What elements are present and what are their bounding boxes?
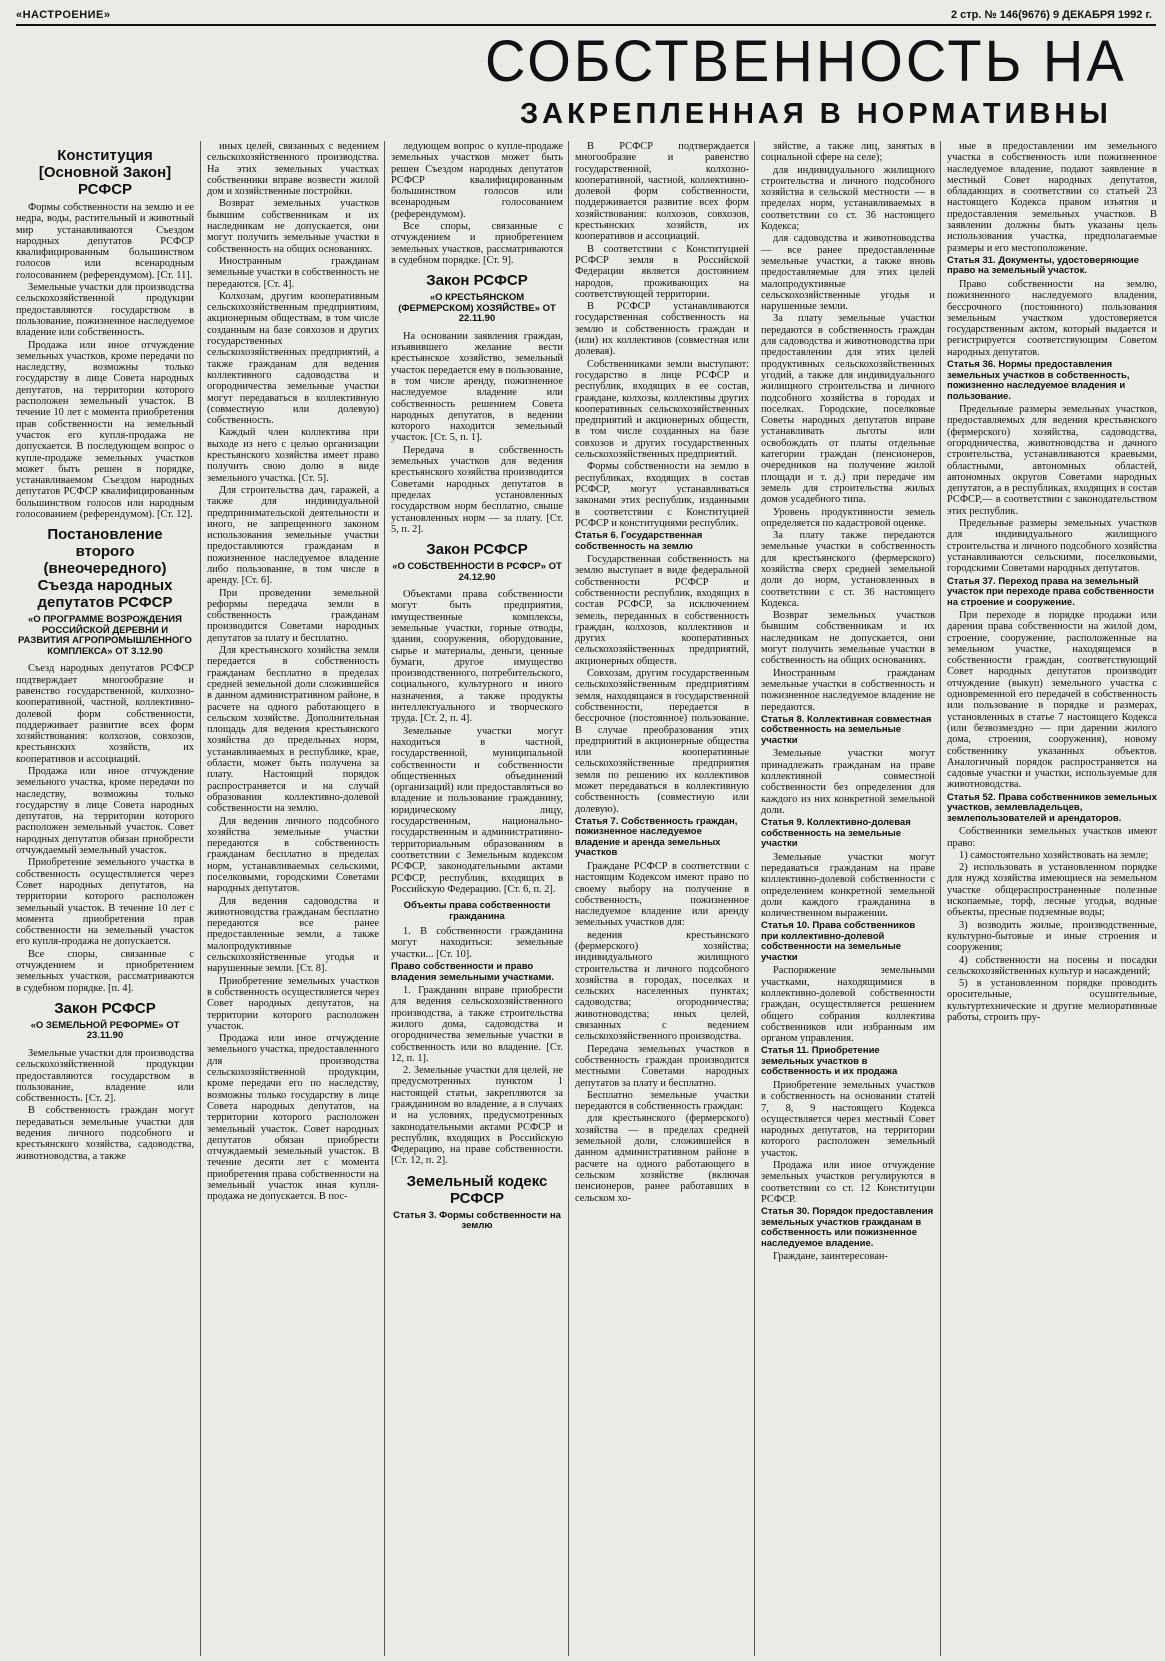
paragraph: Для ведения садоводства и животноводства гражданам бесплатно передаются все ранее предоставленные земли, а также малопродуктивные сельскохозяйственные угодья и нарушенные земли. [Ст. 8]. [207, 895, 379, 975]
paragraph: ледующем вопрос о купле-продаже земельных участков может быть решен Съездом народных депутатов РСФСР квалифицированным большинством голосов или всенародным голосованием (референдумом). [391, 141, 563, 220]
paragraph: Граждане РСФСР в соответствии с настоящим Кодексом имеют право по своему выбору на получение в собственность, пожизненное наследуемое владение или аренду земельных участков для: [575, 860, 749, 929]
paragraph: При проведении земельной реформы передача земли в собственность гражданам производится Советами народных депутатов за плату и бесплатно. [207, 587, 379, 644]
paragraph: Продажа или иное отчуждение земельного участка, предоставленного для производства сельскохозяйственной продукции, кроме передачи его по наследству, возможны только государству в лице Совета народных депутатов, на территории которого расположен земельный участок. Совет народных депутатов обязан приобрести отчуждаемый земельный участок. В течение десяти лет с момента приобретения права собственности на земельный участок иная купля-продажа не допускается. В пос- [207, 1033, 379, 1203]
paragraph: 1) самостоятельно хозяйствовать на земле; [959, 849, 1149, 861]
column-4 [568, 141, 755, 1656]
paragraph: 1. В собственности гражданина могут находиться: земельные участки... [Ст. 10]. [391, 926, 563, 960]
paragraph: 4) собственности на посевы и посадки сельскохозяйственных культур и насаждений; [947, 954, 1157, 977]
paragraph: В РСФСР устанавливаются государственная собственность на землю и собственность граждан и (или) их коллективов (совместная или долевая). [575, 301, 749, 358]
paragraph: 5) в установленном порядке проводить оросительные, осушительные, культуртехнические и другие мелиоративные работы, строить пру- [947, 978, 1157, 1023]
article-heading: Статья 36. Нормы предоставления земельных участков в собственность, пожизненно наследуемое владения и пользование. [947, 359, 1130, 402]
section-subheading: «О ЗЕМЕЛЬНОЙ РЕФОРМЕ» ОТ 23.11.90 [30, 1019, 180, 1042]
paragraph: Для ведения личного подсобного хозяйства земельные участки передаются в собственность гражданам бесплатно в пределах норм, устанавливаемых сельскими, поселковыми, городскими Советами народных депутатов. [207, 815, 379, 895]
headline: СОБСТВЕННОСТЬ НА [485, 27, 1127, 94]
paragraph: Возврат земельных участков бывшим собственникам и их наследникам не допускается, они могут получить земельные участки в собственность на общих основаниях. [761, 610, 935, 667]
article-columns [10, 141, 1160, 1656]
subheadline: ЗАКРЕПЛЕННАЯ В НОРМАТИВНЫ [520, 98, 1112, 130]
article-heading: Статья 8. Коллективная совместная собственность на земельные участки [761, 713, 932, 746]
paragraph: Предельные размеры земельных участков для индивидуального жилищного строительства и личного подсобного хозяйства устанавливаются сельскими, поселковыми, городскими Советами народных депутатов. [947, 518, 1157, 575]
paragraph: Земельные участки могут находиться в частной, государственной, муниципальной собственности и собственности общественных объединений (организаций) или предоставляться во владение и пользование гражданину, юридическому лицу, государственным, национально-государственным и административно-территориальным образованиям в соответствии с Земельным кодексом РСФСР, законодательными актами РСФСР, республик, входящих в Российскую Федерацию. [Ст. 6, п. 2]. [391, 725, 563, 895]
paragraph: для садоводства и животноводства — все ранее предоставленные земельные участки, а также вновь предоставляемые для этих целей малопродуктивные сельскохозяйственные угодья и нарушенные земли. [761, 233, 935, 313]
paragraph: Для строительства дач, гаражей, а также для индивидуальной предпринимательской деятельности и иного, не запрещенного законом использования земельные участки предоставляются гражданам в пожизненное наследуемое владение либо пользование, в том числе в аренду. [Ст. 6]. [207, 484, 379, 587]
paragraph: Передача в собственность земельных участков для ведения крестьянского хозяйства производится Советами народных депутатов в пределах установленных государством норм бесплатно, свыше установленных норм — за плату. [Ст. 5, п. 2]. [391, 444, 563, 535]
paragraph: Продажа или иное отчуждение земельного участка, кроме передачи по наследству, возможны только государству в лице Совета народных депутатов, на территории которого расположен земельный участок. Совет народных депутатов обязан приобрести отчуждаемый земельный участок. [16, 765, 194, 857]
paragraph: Бесплатно земельные участки передаются в собственность граждан: [575, 1089, 749, 1113]
paragraph: 3) возводить жилые, производственные, культурно-бытовые и иные строения и сооружения; [947, 919, 1157, 954]
article-heading: Статья 9. Коллективно-долевая собственность на земельные участки [761, 817, 911, 850]
paragraph: Колхозам, другим кооперативным сельскохозяйственным предприятиям, акционерным обществам, в том числе созданным на базе совхозов и других государственных сельскохозяйственных предприятий, а также гражданам для ведения коллективного садоводства и огородничества земельные участки могут передаваться в коллективную (совместную или долевую) собственность. [207, 290, 379, 427]
paragraph: За плату земельные участки передаются в собственность граждан для садоводства и животноводства при предоставлении для этих целей продуктивных сельскохозяйственных угодий, а также для индивидуального жилищного строительства и личного подсобного хозяйства в городах и поселках. Городские, поселковые Советы народных депутатов вправе устанавливать льготы или освобождать от платы отдельные категории граждан (пенсионеров, очередников на получение жилой площади и т. д.) при передаче им земель для строительства жилых домов усадебного типа. [761, 313, 935, 506]
article-heading: Статья 37. Переход права на земельный участок при переходе права собственности на строение и сооружение. [947, 575, 1154, 608]
paragraph: Формы собственности на землю в республиках, входящих в состав РСФСР, могут устанавливаться законами этих республик, изданными в соответствии с Конституцией РСФСР и конституциями республик. [575, 461, 749, 529]
paragraph: Каждый член коллектива при выходе из него с целью организации крестьянского хозяйства имеет право получить свою долю в виде земельного участка. [Ст. 5]. [207, 427, 379, 484]
newspaper-name: «НАСТРОЕНИЕ» [16, 9, 111, 21]
paragraph: ные в предоставлении им земельного участка в собственность или пожизненное наследуемое владение, подают заявление в местный Совет народных депутатов, обладающих в соответствии со статьей 23 настоящего Кодекса правом изъятия и предоставления земельных участков. В заявлении должны быть указаны цель использования участка, предполагаемые размеры и его местоположение. [947, 141, 1157, 254]
paragraph: В соответствии с Конституцией РСФСР земля в Российской Федерации является достоянием народов, проживающих на соответствующей территории. [575, 243, 749, 300]
section-heading: Закон РСФСР [426, 272, 528, 290]
paragraph: Собственниками земли выступают: государство в лице РСФСР и республик, входящих в ее состав, граждане, колхозы, коллективы других кооперативных сельскохозяйственных предприятий и акционерных обществ, в том числе созданных на базе совхозов и других государственных сельскохозяйственных предприятий. [575, 358, 749, 461]
section-subheading: «О КРЕСТЬЯНСКОМ (ФЕРМЕРСКОМ) ХОЗЯЙСТВЕ» ОТ 22.11.90 [398, 292, 556, 325]
paragraph: Собственники земельных участков имеют право: [947, 826, 1157, 849]
paragraph: Приобретение земельного участка в собственность осуществляется через Совет народных депутатов, на территории которого расположен земельный участок. В течение 10 лет с момента приобретения прав собственности на земельный участок его купля-продажа не допускается. [16, 857, 194, 948]
section-heading: Земельный кодекс РСФСР [406, 1172, 548, 1207]
paragraph: Формы собственности на землю и ее недра, воды, растительный и животный мир устанавливаются Съездом народных депутатов РСФСР квалифицированным большинством голосов или всенародным голосованием (референдумом). [Ст. 11]. [16, 202, 194, 281]
paragraph: В РСФСР подтверждается многообразие и равенство государственной, колхозно-кооперативной, частной, коллективно-долевой форм собственности, поддерживается развитие всех форм хозяйствования: колхозов, совхозов, крестьянских хозяйств, их кооперативов и ассоциаций. [575, 141, 749, 243]
paragraph: Государственная собственность на землю выступает в виде федеральной собственности РСФСР и собственности республик, входящих в состав РСФСР, за исключением земель, переданных в собственность граждан, колхозов, коллективов и других кооперативных сельскохозяйственных предприятий, акционерных обществ. [575, 554, 749, 667]
article-heading: Право собственности и право владения земельными участками. [391, 961, 554, 983]
article-heading: Статья 52. Права собственников земельных участков, землевладельцев, землепользователей и арендаторов. [947, 791, 1157, 824]
paragraph: Все споры, связанные с отчуждением и приобретением земельных участков, рассматриваются в судебном порядке. [Ст. 9]. [391, 221, 563, 266]
section-heading: Закон РСФСР [54, 999, 156, 1017]
paragraph: Земельные участки могут принадлежать гражданам на праве коллективной совместной собственности без определения для каждого из них конкретной земельной доли. [761, 748, 935, 816]
paragraph: Объектами права собственности могут быть предприятия, имущественные комплексы, земельные участки, горные отводы, здания, сооружения, оборудование, сырье и материалы, деньги, ценные бумаги, другое имущество производственного, потребительского, социального, культурного и иного назначения, а также продукты интеллектуального и творческого труда. [Ст. 2, п. 4]. [391, 589, 563, 725]
paragraph: Иностранным гражданам земельные участки в собственность и пожизненное наследуемое владение не передаются. [761, 667, 935, 713]
article-heading: Статья 11. Приобретение земельных участков в собственность и их продажа [761, 1045, 898, 1078]
section-subheading: «О СОБСТВЕННОСТИ В РСФСР» ОТ 24.12.90 [392, 561, 562, 583]
article-heading: Статья 7. Собственность граждан, пожизненное наследуемое владение и аренда земельных участков [575, 815, 738, 859]
section-heading: Закон РСФСР [426, 541, 528, 559]
paragraph: Возврат земельных участков бывшим собственникам и их наследникам не допускается, они могут получить земельные участки в собственность на общих основаниях. [207, 198, 379, 255]
paragraph: Земельные участки для производства сельскохозяйственной продукции предоставляются государством в пользование, владение или собственность. [Ст. 2]. [16, 1047, 194, 1105]
column-5 [754, 141, 941, 1656]
paragraph: Передача земельных участков в собственность граждан производится местными Советами народных депутатов за плату и бесплатно. [575, 1043, 749, 1089]
column-3 [384, 141, 569, 1656]
section-subheading: Объекты права собственности гражданина [403, 900, 551, 922]
issue-info: 2 стр. № 146(9676) 9 ДЕКАБРЯ 1992 г. [950, 9, 1152, 21]
paragraph: Совхозам, другим государственным сельскохозяйственным предприятиям земля, находящаяся в государственной собственности, передается в бессрочное (постоянное) пользование. В случае преобразования этих предприятий в акционерные общества или кооперативные сельскохозяйственные предприятия земля по решению их коллективов может передаваться в коллективную собственность (совместную или долевую). [575, 668, 749, 815]
paragraph: Иностранным гражданам земельные участки в собственность не передаются. [Ст. 4]. [207, 255, 379, 290]
column-2 [200, 141, 385, 1656]
paragraph: Для крестьянского хозяйства земля передается в собственность гражданам бесплатно в пределах средней земельной доли сложившейся в данном административном районе, в расчете на одного работающего в сельском хозяйстве. Дополнительная площадь для ведения крестьянского хозяйства до предельных норм, устанавливаемых в республике, крае, области, может быть получена за плату. Настоящий порядок распространяется и на случай образования коллективно-долевой собственности на землю. [207, 645, 379, 815]
article-heading: Статья 10. Права собственников при коллективно-долевой собственности на земельные участки [761, 920, 916, 963]
paragraph: При переходе в порядке продажи или дарения права собственности на жилой дом, строение, сооружение, расположенные на земельном участке, находящемся в собственности граждан, соответствующий Совет народных депутатов производит отчуждение (выкуп) земельного участка с одновременной его передачей в собственность или пользование в порядке и размерах, установленных в статье 7 настоящего Кодекса (или безвозмездно — при дарении жилого дома, строения, сооружения), новому собственнику указанных объектов. Аналогичный порядок распространяется на садовые участки и участки, используемые для животноводства. [947, 610, 1157, 791]
paragraph: для индивидуального жилищного строительства и личного подсобного хозяйства в сельской местности — в пределах норм, устанавливаемых в соответствии со ст. 36 настоящего Кодекса; [761, 164, 935, 233]
paragraph: В собственность граждан могут передаваться земельные участки для ведения личного подсобного и крестьянского хозяйства, садоводства, животноводства, а также [16, 1105, 194, 1162]
article-heading: Статья 31. Документы, удостоверяющие право на земельный участок. [947, 254, 1139, 277]
column-6 [940, 141, 1163, 1656]
paragraph: Земельные участки могут передаваться гражданам на праве коллективно-долевой собственности с определением конкретной земельной доли каждого гражданина в количественном выражении. [761, 851, 935, 920]
paragraph: 2. Земельные участки для целей, не предусмотренных пунктом 1 настоящей статьи, закрепляются за гражданином во владение, а в случаях и на условиях, предусмотренных законодательными актами РСФСР и республик, входящих в Российскую Федерацию, на праве собственности. [Ст. 12, п. 2]. [391, 1065, 563, 1167]
paragraph: Распоряжение земельными участками, находящимися в коллективно-долевой собственности граждан, осуществляется решением общего собрания коллектива собственников или избранным им органом управления. [761, 965, 935, 1045]
paragraph: За плату также передаются земельные участки в собственность для крестьянского (фермерского) хозяйства сверх средней земельной доли до норм, установленных в соответствии с ст. 36 настоящего Кодекса. [761, 530, 935, 609]
paragraph: Все споры, связанные с отчуждением и приобретением земельных участков, рассматриваются в судебном порядке. [п. 4]. [16, 948, 194, 994]
paragraph: иных целей, связанных с ведением сельскохозяйственного производства. На этих земельных участках собственники вправе возвести жилой дом и хозяйственные постройки. [207, 141, 379, 198]
paragraph: Земельные участки для производства сельскохозяйственной продукции предоставляются государством в пользование, пожизненное наследуемое владение или собственность. [16, 282, 194, 339]
section-subheading: «О ПРОГРАММЕ ВОЗРОЖДЕНИЯ РОССИЙСКОЙ ДЕРЕВНИ И РАЗВИТИЯ АГРОПРОМЫШЛЕННОГО КОМПЛЕКСА» ОТ 3.12.90 [18, 614, 192, 657]
paragraph: Продажа или иное отчуждение земельных участков, кроме передачи по наследству, возможны только государству в лице Совета народных депутатов, на территории которого расположен земельный участок. В течение 10 лет с момента приобретения прав собственности на земельный участок его купля-продажа не допускается. В последующем вопрос о купле-продаже земельных участков может быть решен в порядке, устанавливаемом Съездом народных депутатов РСФСР квалифицированным большинством голосов или народным голосованием (референдумом). [Ст. 12]. [16, 339, 194, 521]
paragraph: Приобретение земельных участков в собственность осуществляется через Совет народных депутатов, на территории которого расположен участок. [207, 975, 379, 1032]
paragraph: 1. Гражданин вправе приобрести для ведения сельскохозяйственного производства, а также строительства жилого дома, садоводства и огородничества земельные участки в собственность или во владение. [Ст. 12, п. 1]. [391, 985, 563, 1064]
paragraph: Продажа или иное отчуждение земельных участков регулируются в соответствии со ст. 12 Конституции РСФСР. [761, 1160, 935, 1205]
paragraph: Уровень продуктивности земель определяется по кадастровой оценке. [761, 506, 935, 529]
paragraph: Съезд народных депутатов РСФСР подтверждает многообразие и равенство государственной, колхозно-кооперативной, частной, коллективно-долевой форм собственности, поддерживает развитие всех форм хозяйствования: колхозов, совхозов, крестьянских хозяйств, их кооперативов и ассоциаций. [16, 663, 194, 765]
paragraph: Право собственности на землю, пожизненного наследуемого владения, бессрочного (постоянного) пользования земельным участком удостоверяется государственным актом, который выдается и регистрируется соответствующим Советом народных депутатов. [947, 278, 1157, 358]
paragraph: Приобретение земельных участков в собственность на основании статей 7, 8, 9 настоящего Кодекса осуществляется через местный Совет народных депутатов, на территории которого расположен земельный участок. [761, 1079, 935, 1159]
paragraph: для крестьянского (фермерского) хозяйства — в пределах средней земельной доли, сложившейся в данном административном районе в расчете на одного работающего в сельском хозяйстве (включая пенсионеров, ранее работавших в сельском хо- [575, 1113, 749, 1204]
paragraph: Предельные размеры земельных участков, предоставляемых для ведения крестьянского (фермерского) хозяйства, садоводства, огородничества, животноводства и дачного строительства, устанавливаются краевыми, областными, автономных областей, автономных округов Советами народных депутатов, а в республиках, входящих в состав РСФСР,— в соответствии с законодательством этих республик. [947, 404, 1157, 517]
paragraph: Граждане, заинтересован- [773, 1251, 888, 1263]
paragraph: 2) использовать в установленном порядке для нужд хозяйства имеющиеся на земельном участке общераспространенные полезные ископаемые, торф, лесные угодья, водные объекты, пресные подземные воды; [947, 862, 1157, 919]
section-heading: Конституция [Основной Закон] РСФСР [38, 147, 172, 198]
paragraph: зяйстве, а также лиц, занятых в социальной сфере на селе); [761, 141, 935, 164]
column-1 [10, 141, 200, 1656]
paragraph: ведения крестьянского (фермерского) хозяйства; индивидуального жилищного строительства и личного подсобного хозяйства в городах, поселках и сельских населенных пунктах; садоводства; огородничества; животноводства; иных целей, связанных с ведением сельскохозяйственного производства. [575, 929, 749, 1043]
section-subheading: Статья 3. Формы собственности на землю [393, 1209, 561, 1232]
paragraph: На основании заявления граждан, изъявившего желание вести крестьянское хозяйство, земельный участок передается ему в пользование, в том числе аренду, пожизненное наследуемое владение или собственность решением Совета народных депутатов, в ведении которого находится земельный участок. [Ст. 5, п. 1]. [391, 330, 563, 444]
section-heading: Постановление второго (внеочередного) Съезда народных депутатов РСФСР [37, 526, 173, 612]
article-heading: Статья 30. Порядок предоставления земельных участков гражданам в собственность или пожизненное наследуемое владение. [761, 1206, 934, 1249]
article-heading: Статья 6. Государственная собственность на землю [575, 530, 703, 552]
masthead [16, 8, 1156, 26]
